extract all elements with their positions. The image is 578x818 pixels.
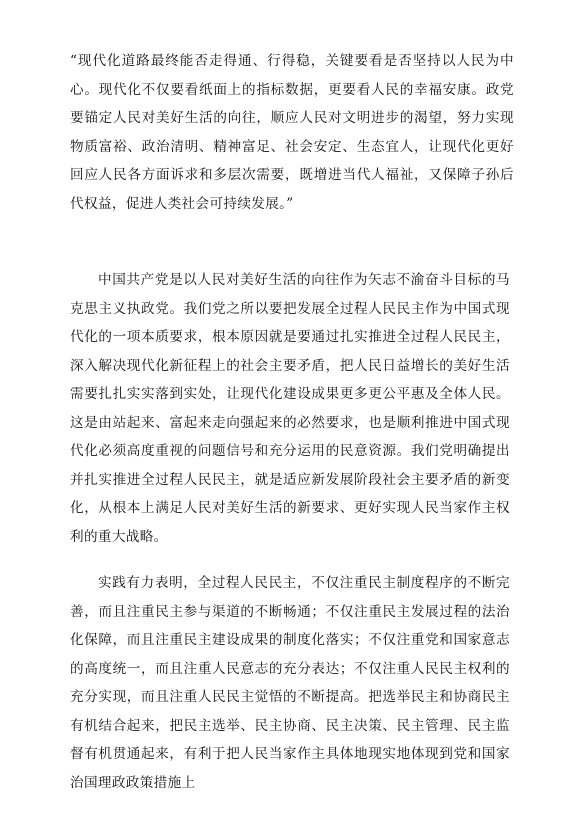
body-paragraph-party: 中国共产党是以人民对美好生活的向往作为矢志不渝奋斗目标的马克思主义执政党。我们党之所以要把发展全过程人民民主作为中国式现代化的一项本质要求，根本原因就是要通过扎实推进全过程人民民主，深入解决现代化新征程上的社会主要矛盾，把人民日益增长的美好生活需要扎扎实实落到实处，让现代化建设成果更多更公平惠及全体人民。这是由站起来、富起来走向强起来的必然要求，也是顺利推进中国式现代化必须高度重视的问题信号和充分运用的民意资源。我们党明确提出并扎实推进全过程人民民主，就是适应新发展阶段社会主要矛盾的新变化，从根本上满足人民对美好生活的新要求、更好实现人民当家作主权利的重大战略。 [70, 272, 510, 545]
body-paragraph-practice: 实践有力表明，全过程人民民主，不仅注重民主制度程序的不断完善，而且注重民主参与渠道的不断畅通；不仅注重民主发展过程的法治化保障，而且注重民主建设成果的制度化落实；不仅注重党和国家意志的高度统一，而且注重人民意志的充分表达；不仅注重人民民主权利的充分实现，而且注重人民民主觉悟的不断提高。把选举民主和协商民主有机结合起来，把民主选举、民主协商、民主决策、民主管理、民主监督有机贯通起来，有利于把人民当家作主具体地现实地体现到党和国家治国理政政策措施上 [70, 575, 510, 791]
quote-paragraph: “现代化道路最终能否走得通、行得稳，关键要看是否坚持以人民为中心。现代化不仅要看纸面上的指标数据，更要看人民的幸福安康。政党要锚定人民对美好生活的向往，顺应人民对文明进步的渴望，努力实现物质富裕、政治清明、精神富足、社会安定、生态宜人，让现代化更好回应人民各方面诉求和多层次需要，既增进当代人福祉，又保障子孙后代权益，促进人类社会可持续发展。” [70, 53, 514, 212]
